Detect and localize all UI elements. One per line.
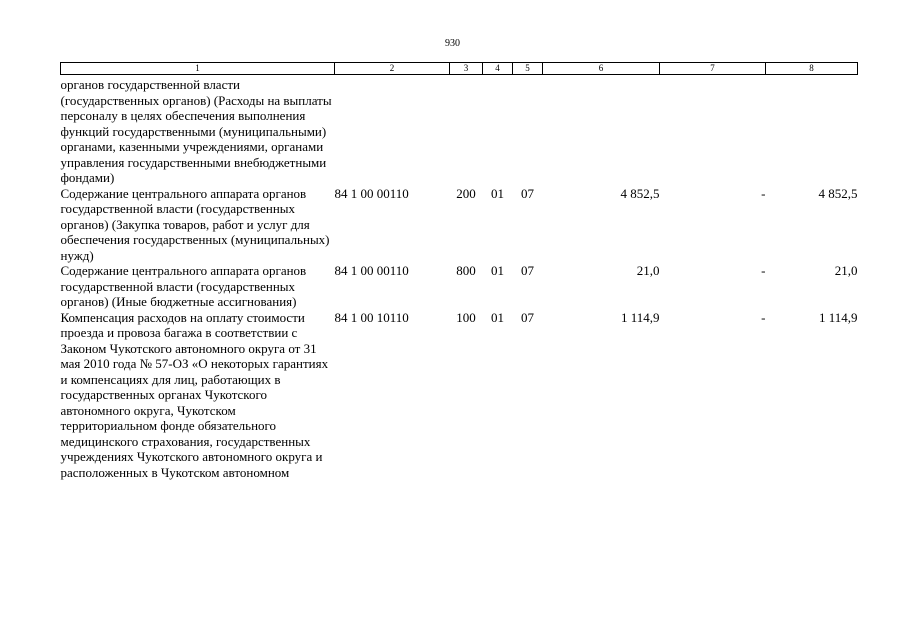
row-code: 84 1 00 00110 xyxy=(334,185,409,201)
row-section: 01 xyxy=(491,263,504,278)
budget-table xyxy=(60,62,858,480)
header-col-2: 2 xyxy=(335,63,450,75)
table-row xyxy=(61,310,858,481)
header-row xyxy=(61,63,858,75)
header-col-3: 3 xyxy=(450,63,483,75)
header-col-7: 7 xyxy=(660,63,766,75)
row-amount-8: 21,0 xyxy=(834,263,858,278)
row-subsection: 07 xyxy=(521,263,534,278)
header-col-4: 4 xyxy=(483,63,513,75)
row-expense-type: 100 xyxy=(456,309,476,325)
row-code: 84 1 00 00110 xyxy=(334,263,409,278)
header-col-6: 6 xyxy=(543,63,660,75)
row-amount-8: 4 852,5 xyxy=(818,185,858,201)
row-amount-8 xyxy=(766,75,858,186)
header-col-8: 8 xyxy=(766,63,858,75)
table-row xyxy=(61,263,858,310)
header-col-5: 5 xyxy=(513,63,543,75)
row-code xyxy=(335,75,450,186)
page-number: 930 xyxy=(445,38,460,49)
row-amount-7 xyxy=(660,75,766,186)
row-amount-6: 21,0 xyxy=(636,263,660,278)
table-row xyxy=(61,75,858,186)
row-amount-7: - xyxy=(761,263,766,278)
row-name: Компенсация расходов на оплату стоимости проезда и провоза багажа в соответствии с Законом Чукотского автономного округа от 31 мая 2010 года № 57-ОЗ «О некоторых гарантиях и компенсациях для лиц, работающих в государственных органах Чукотского автономного округа, Чукотском территориальном фонде обязательного медицинского страхования, государственных учреждениях Чукотского автономного округа и расположенных в Чукотском автономном xyxy=(60,309,329,480)
row-name: Содержание центрального аппарата органов государственной власти (государственных органов) (Иные бюджетные ассигнования) xyxy=(60,263,307,309)
row-expense-type xyxy=(450,75,483,186)
row-amount-8: 1 114,9 xyxy=(818,309,858,325)
row-subsection: 07 xyxy=(521,309,534,325)
row-amount-7: - xyxy=(761,309,766,325)
row-section xyxy=(483,75,513,186)
row-expense-type: 200 xyxy=(456,185,476,201)
row-subsection: 07 xyxy=(521,185,534,201)
row-amount-6: 4 852,5 xyxy=(620,185,660,201)
row-subsection xyxy=(513,75,543,186)
row-name: Содержание центрального аппарата органов государственной власти (государственных органов) (Закупка товаров, работ и услуг для обеспечения государственных (муниципальных) нужд) xyxy=(60,185,330,263)
row-section: 01 xyxy=(491,309,504,325)
row-amount-7: - xyxy=(761,185,766,201)
row-code: 84 1 00 10110 xyxy=(334,309,409,325)
table-row xyxy=(61,186,858,264)
row-amount-6 xyxy=(543,75,660,186)
row-expense-type: 800 xyxy=(456,263,476,278)
row-name: органов государственной власти (государственных органов) (Расходы на выплаты персоналу в целях обеспечения выполнения функций государственными (муниципальными) органами, казенными учреждениями, органами управления государственными внебюджетными фондами) xyxy=(60,77,332,185)
row-section: 01 xyxy=(491,185,504,201)
header-col-1: 1 xyxy=(61,63,335,75)
row-amount-6: 1 114,9 xyxy=(620,309,660,325)
